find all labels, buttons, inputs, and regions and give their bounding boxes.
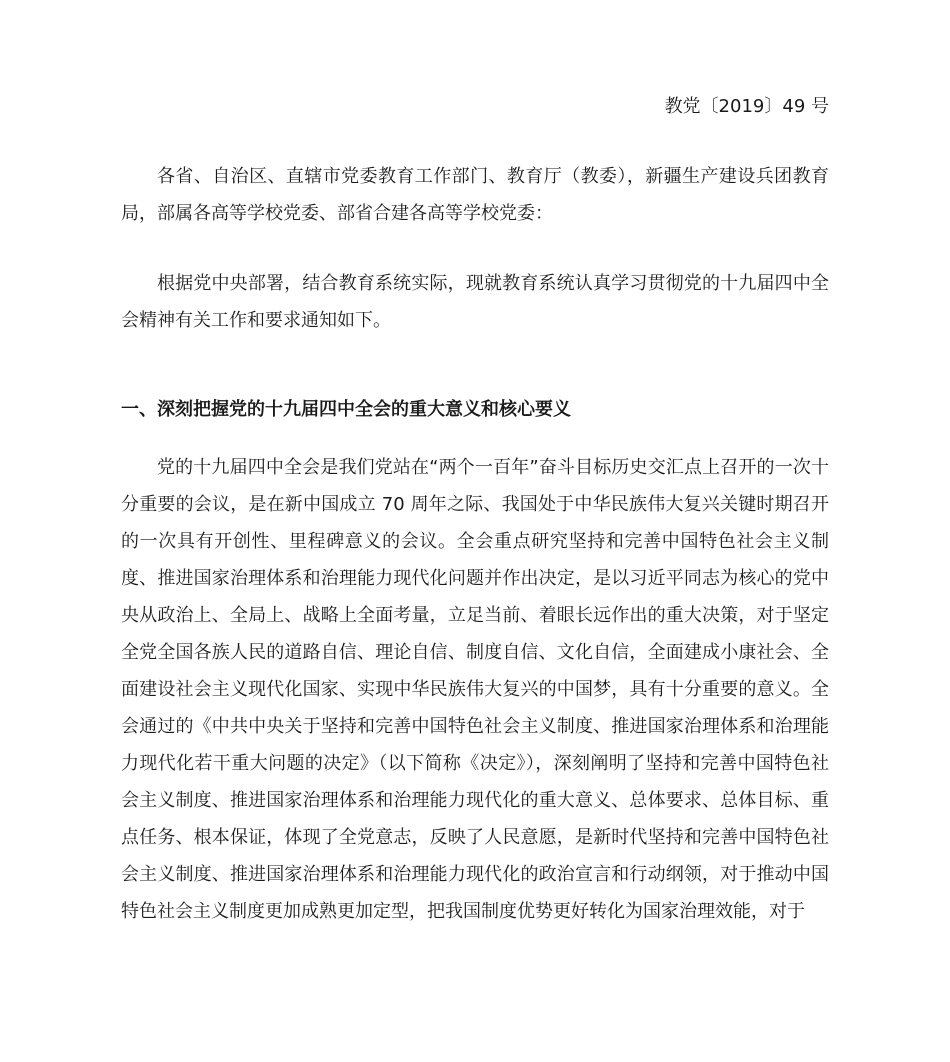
section-heading: 一、深刻把握党的十九届四中全会的重大意义和核心要义 <box>121 398 571 420</box>
body-paragraph: 党的十九届四中全会是我们党站在“两个一百年”奋斗目标历史交汇点上召开的一次十分重要的会议，是在新中国成立 70 周年之际、我国处于中华民族伟大复兴关键时期召开的一次具有开创性、里程碑意义的会议。全会重点研究坚持和完善中国特色社会主义制度、推进国家治理体系和治理能力现代化问题并作出决定，是以习近平同志为核心的党中央从政治上、全局上、战略上全面考量，立足当前、着眼长远作出的重大决策，对于坚定全党全国各族人民的道路自信、理论自信、制度自信、文化自信，全面建成小康社会、全面建设社会主义现代化国家、实现中华民族伟大复兴的中国梦，具有十分重要的意义。全会通过的《中共中央关于坚持和完善中国特色社会主义制度、推进国家治理体系和治理能力现代化若干重大问题的决定》（以下简称《决定》），深刻阐明了坚持和完善中国特色社会主义制度、推进国家治理体系和治理能力现代化的重大意义、总体要求、总体目标、重点任务、根本保证，体现了全党意志，反映了人民意愿，是新时代坚持和完善中国特色社会主义制度、推进国家治理体系和治理能力现代化的政治宣言和行动纲领，对于推动中国特色社会主义制度更加成熟更加定型，把我国制度优势更好转化为国家治理效能，对于 <box>121 457 829 922</box>
addressee-paragraph: 各省、自治区、直辖市党委教育工作部门、教育厅（教委），新疆生产建设兵团教育局，部属各高等学校党委、部省合建各高等学校党委： <box>121 166 829 224</box>
document-number: 教党〔2019〕49 号 <box>664 96 829 117</box>
intro-paragraph: 根据党中央部署，结合教育系统实际，现就教育系统认真学习贯彻党的十九届四中全会精神有关工作和要求通知如下。 <box>121 273 829 331</box>
